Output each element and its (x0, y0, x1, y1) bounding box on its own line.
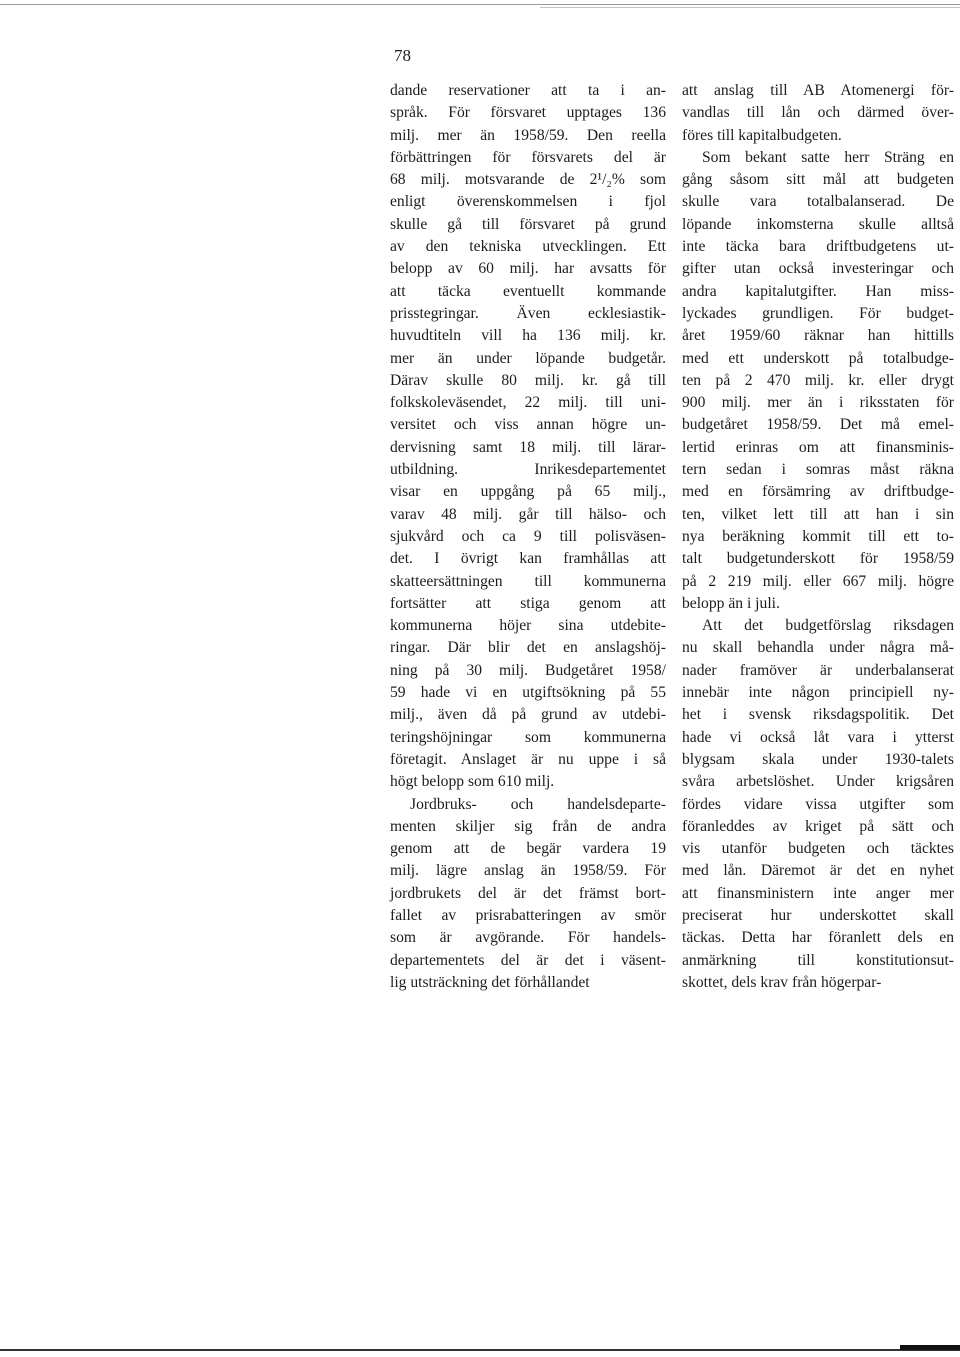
text-line: företagit. Anslaget är nu uppe i så (390, 750, 666, 768)
text-line: hade vi också låt vara i ytterst (682, 728, 954, 746)
text-line: Att det budgetförslag riksdagen (702, 617, 954, 635)
text-line: tern sedan i somras måst räkna (682, 461, 954, 479)
text-line: milj. mer än 1958/59. Den reella (390, 126, 666, 144)
text-line: innebär inte någon principiell ny- (682, 684, 954, 702)
text-line: ringar. Där blir det en anslagshöj- (390, 639, 666, 657)
text-line: skottet, dels krav från högerpar- (682, 973, 882, 991)
text-line: att anslag till AB Atomenergi för- (682, 82, 954, 99)
text-line: talt budgetunderskott för 1958/59 (682, 550, 954, 568)
text-line: gifter utan också investeringar och (682, 260, 954, 278)
text-line: inte täcka bara driftbudgetens ut- (682, 238, 954, 256)
text-line: ten, vilket lett till att han i sin (682, 505, 954, 523)
text-line: språk. För försvaret upptages 136 (390, 104, 666, 122)
text-line: vandlas till lån och därmed över- (682, 104, 954, 122)
text-line: fallet av prisrabatteringen av smör (390, 906, 666, 924)
text-line: dande reservationer att ta i an- (390, 82, 666, 99)
text-line: högt belopp som 610 milj. (390, 773, 555, 791)
text-line: det. I övrigt kan framhållas att (390, 550, 666, 568)
text-line: 59 hade vi en utgiftsökning på 55 (390, 684, 666, 702)
text-line: genom att de begär vardera 19 (390, 840, 666, 858)
text-line: 900 milj. mer än i riksstaten för (682, 394, 954, 412)
text-line: löpande inkomsterna skulle alltså (682, 215, 954, 233)
text-line: skatteersättningen till kommunerna (390, 572, 666, 590)
text-line: menten skiljer sig från de andra (390, 817, 666, 835)
page-number: 78 (394, 46, 411, 65)
text-line: anmärkning till konstitutionsut- (682, 951, 954, 969)
text-line: prisstegringar. Även ecklesiastik- (390, 304, 666, 322)
scan-edge-top (0, 4, 960, 5)
text-line: nu skall behandla under några må- (682, 639, 954, 657)
text-line: Därav skulle 80 milj. kr. gå till (390, 371, 666, 389)
text-line: lyckades grundligen. För budget- (682, 304, 954, 322)
text-line: teringshöjningar som kommunerna (390, 728, 666, 746)
right-text-column (682, 80, 954, 994)
text-line: vis utanför budgeten och täcktes (682, 840, 954, 858)
text-line: förbättringen för försvarets del är (390, 148, 666, 166)
text-line: skulle vara totalbalanserad. De (682, 193, 954, 211)
text-line: het i svensk riksdagspolitik. Det (682, 706, 954, 724)
text-line: skulle gå till försvaret på grund (390, 215, 666, 233)
left-text-column (390, 80, 666, 994)
text-line: av den tekniska utvecklingen. Ett (390, 238, 666, 256)
text-line: visar en uppgång på 65 milj., (390, 483, 666, 501)
text-line: mer än under löpande budgetår. (390, 349, 666, 367)
text-line: versitet och viss annan högre un- (390, 416, 666, 434)
text-line: gång såsom sitt mål att budgeten (682, 171, 954, 189)
text-line: att finansministern inte anger mer (682, 884, 954, 902)
text-line: belopp än i juli. (682, 594, 780, 612)
text-line: blygsam skala under 1930-talets (682, 750, 954, 768)
text-line: svåra arbetslöshet. Under krigsåren (682, 773, 954, 791)
text-line: nya beräkning kommit till ett to- (682, 527, 954, 545)
text-line: med en försämring av driftbudge- (682, 483, 954, 501)
text-line: fördes vidare vissa utgifter som (682, 795, 954, 813)
text-line: folkskoleväsendet, 22 milj. till uni- (390, 394, 666, 412)
text-line: 68 milj. motsvarande de 2¹/₂% som (390, 171, 666, 189)
text-line: ten på 2 470 milj. kr. eller drygt (682, 371, 954, 389)
text-line: budgetåret 1958/59. Det må emel- (682, 416, 954, 434)
text-line: belopp av 60 milj. har avsatts för (390, 260, 666, 278)
text-line: på 2 219 milj. eller 667 milj. högre (682, 572, 954, 590)
text-line: milj. lägre anslag än 1958/59. För (390, 862, 666, 880)
text-line: året 1959/60 räknar han hittills (682, 327, 954, 345)
text-line: täckas. Detta har föranlett dels en (682, 929, 954, 947)
scan-edge-bottom (0, 1349, 960, 1351)
text-line: fortsätter att stiga genom att (390, 594, 666, 612)
text-line: huvudtiteln vill ha 136 milj. kr. (390, 327, 666, 345)
text-line: lertid erinras om att finansminis- (682, 438, 954, 456)
text-line: med lån. Däremot är det en nyhet (682, 862, 954, 880)
text-line: departementets del är det i väsent- (390, 951, 666, 969)
text-line: föres till kapitalbudgeten. (682, 126, 842, 144)
text-line: milj., även då på grund av utdebi- (390, 706, 666, 724)
text-line: nader framöver är underbalanserat (682, 661, 954, 679)
text-line: enligt överenskommelsen i fjol (390, 193, 666, 211)
text-line: utbildning. Inrikesdepartementet (390, 461, 666, 479)
text-line: Jordbruks- och handelsdeparte- (410, 795, 666, 813)
text-line: lig utsträckning det förhållandet (390, 973, 590, 991)
scan-edge-bottom-mark (900, 1345, 960, 1350)
text-line: andra kapitalutgifter. Han miss- (682, 282, 954, 300)
text-line: dervisning samt 18 milj. till lärar- (390, 438, 666, 456)
text-line: preciserat hur underskottet skall (682, 906, 954, 924)
text-line: jordbrukets del är det främst bort- (390, 884, 666, 902)
text-line: kommunerna höjer sina utdebite- (390, 617, 666, 635)
text-line: varav 48 milj. går till hälso- och (390, 505, 666, 523)
text-line: att täcka eventuellt kommande (390, 282, 666, 300)
text-line: med ett underskott på totalbudge- (682, 349, 954, 367)
text-line: ning på 30 milj. Budgetåret 1958/ (390, 661, 666, 679)
text-line: föranleddes av kriget på sätt och (682, 817, 954, 835)
text-line: Som bekant satte herr Sträng en (702, 148, 954, 166)
text-line: sjukvård och ca 9 till polisväsen- (390, 527, 666, 545)
scan-edge-top-secondary (540, 7, 960, 8)
text-line: som är avgörande. För handels- (390, 929, 666, 947)
